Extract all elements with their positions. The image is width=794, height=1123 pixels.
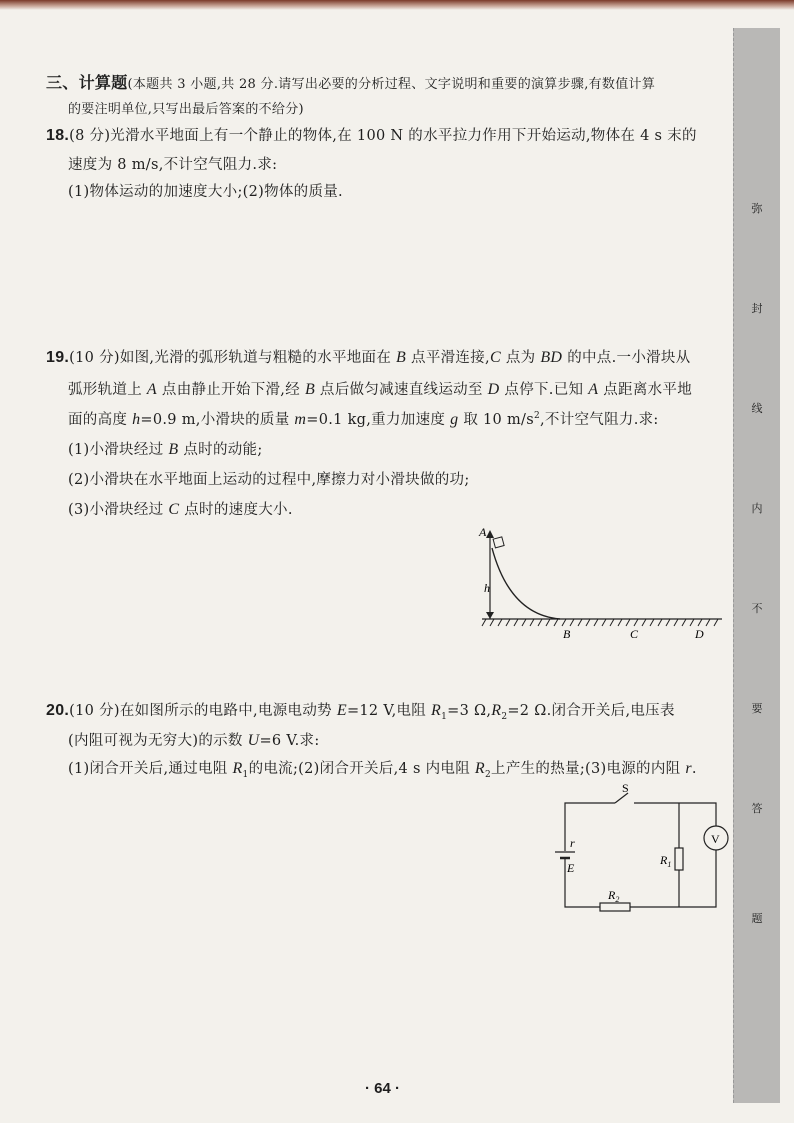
question-number: 19. <box>46 349 70 366</box>
ground-hatch <box>546 619 550 626</box>
strip-char: 答 <box>751 802 763 815</box>
subscript: 1 <box>441 711 448 722</box>
superscript: 2 <box>533 411 540 422</box>
strip-char: 弥 <box>751 202 763 215</box>
text-segment: 点后做匀减速直线运动至 <box>315 382 488 398</box>
label-A: A <box>479 525 487 539</box>
math-variable: R <box>232 760 243 777</box>
section-heading: 三、计算题 <box>46 73 128 92</box>
text-segment: (8 分)光滑水平地面上有一个静止的物体,在 100 N 的水平拉力作用下开始运动,物体在 4 s 末的 <box>69 128 697 144</box>
q19-line-2 <box>68 378 692 399</box>
text-segment: =0.1 kg,重力加速度 <box>306 412 451 428</box>
text-segment: 弧形轨道上 <box>68 382 147 398</box>
question-number: 20. <box>46 702 70 719</box>
math-variable: m <box>294 411 307 428</box>
text-segment: 点由静止开始下滑,经 <box>157 382 305 398</box>
text-segment: 点时的动能; <box>178 442 263 458</box>
math-variable: R <box>431 702 442 719</box>
math-variable: R <box>491 702 502 719</box>
ground-hatch <box>650 619 654 626</box>
label-C: C <box>630 627 639 641</box>
ground-hatch <box>538 619 542 626</box>
math-variable: C <box>168 501 180 518</box>
ground-hatch <box>602 619 606 626</box>
ground-hatch <box>690 619 694 626</box>
q20-line-3 <box>68 757 697 780</box>
track-figure <box>470 520 730 650</box>
q20-line-2 <box>68 729 320 750</box>
q19-line-6 <box>68 498 293 519</box>
text-segment: =3 Ω, <box>447 703 492 719</box>
text-segment: (2)小滑块在水平地面上运动的过程中,摩擦力对小滑块做的功; <box>68 472 470 488</box>
q20-line-1 <box>46 699 675 722</box>
strip-char: 封 <box>751 302 763 315</box>
ground-hatch <box>482 619 486 626</box>
math-variable: A <box>146 381 157 398</box>
text-segment: (1)闭合开关后,通过电阻 <box>68 761 233 777</box>
ground-hatch <box>642 619 646 626</box>
text-segment: 点停下.已知 <box>499 382 589 398</box>
ground-hatch <box>674 619 678 626</box>
q19-line-1 <box>46 346 691 367</box>
text-segment: . <box>691 761 697 777</box>
seal-line-strip <box>733 28 780 1103</box>
scan-top-edge <box>0 0 794 10</box>
math-variable: r <box>685 760 692 777</box>
ground-hatch <box>714 619 718 626</box>
ground-hatch <box>498 619 502 626</box>
q19-line-4 <box>68 438 263 459</box>
q19-line-3 <box>68 408 659 429</box>
ground-hatch <box>626 619 630 626</box>
text-segment: (10 分)在如图所示的电路中,电源电动势 <box>69 703 337 719</box>
ground-hatch <box>634 619 638 626</box>
math-variable: C <box>489 349 501 366</box>
subscript: 2 <box>501 711 508 722</box>
question-number: 18. <box>46 127 70 144</box>
text-segment: (3)小滑块经过 <box>68 502 169 518</box>
text-segment: 取 10 m/s <box>458 412 534 428</box>
text-segment: 的中点.一小滑块从 <box>562 350 691 366</box>
ground-hatch <box>618 619 622 626</box>
math-variable: R <box>474 760 485 777</box>
ground-hatch <box>490 619 494 626</box>
q18-line-3 <box>68 180 343 201</box>
page-number: · 64 · <box>365 1080 401 1097</box>
label-R1: $R_1$ <box>660 853 672 869</box>
text-segment: 的电流;(2)闭合开关后,4 s 内电阻 <box>248 761 475 777</box>
math-variable: D <box>487 381 500 398</box>
text-segment: 上产生的热量;(3)电源的内阻 <box>491 761 686 777</box>
ground-hatch <box>706 619 710 626</box>
strip-char: 线 <box>751 402 763 415</box>
strip-char: 题 <box>751 912 763 925</box>
ground-hatch <box>506 619 510 626</box>
q18-line-1 <box>46 124 697 145</box>
q18-line-2 <box>68 153 277 174</box>
ground-hatch <box>570 619 574 626</box>
text-segment: 点时的速度大小. <box>179 502 293 518</box>
math-variable: BD <box>540 349 563 366</box>
math-variable: U <box>247 732 260 749</box>
label-D: D <box>695 627 704 641</box>
strip-char: 内 <box>751 502 763 515</box>
strip-char: 不 <box>751 602 763 615</box>
subscript: 2 <box>484 769 492 780</box>
text-segment: =0.9 m,小滑块的质量 <box>140 412 295 428</box>
ground-hatch <box>562 619 566 626</box>
text-segment: 速度为 8 m/s,不计空气阻力.求: <box>68 157 278 173</box>
label-r: r <box>570 836 575 850</box>
circuit-figure <box>550 780 730 920</box>
ground-hatch <box>610 619 614 626</box>
ground-hatch <box>594 619 598 626</box>
text-segment: (10 分)如图,光滑的弧形轨道与粗糙的水平地面在 <box>69 350 397 366</box>
strip-char: 要 <box>751 702 763 715</box>
math-variable: B <box>304 381 316 398</box>
text-segment: (1)小滑块经过 <box>68 442 169 458</box>
label-B: B <box>563 627 571 641</box>
voltmeter-label: V <box>711 832 720 846</box>
ground-hatch <box>682 619 686 626</box>
q19-line-5 <box>68 468 470 489</box>
ground-hatch <box>514 619 518 626</box>
ground-hatch <box>666 619 670 626</box>
text-segment: =12 V,电阻 <box>346 703 432 719</box>
ground-hatch <box>698 619 702 626</box>
math-variable: g <box>450 411 459 428</box>
label-h: h <box>484 581 490 595</box>
label-E: E <box>567 861 575 875</box>
text-segment: =6 V.求: <box>259 733 320 749</box>
text-segment: 点为 <box>500 350 541 366</box>
text-segment: 点距离水平地 <box>598 382 693 398</box>
ground-hatch <box>554 619 558 626</box>
subscript: 1 <box>242 769 249 780</box>
ground-hatch <box>530 619 534 626</box>
text-segment: 点平滑连接, <box>406 350 490 366</box>
ground-hatch <box>586 619 590 626</box>
math-variable: B <box>168 441 179 458</box>
ground-hatch <box>658 619 662 626</box>
math-variable: h <box>132 411 141 428</box>
text-segment: ,不计空气阻力.求: <box>540 412 659 428</box>
label-R2: $R_2$ <box>608 888 620 904</box>
section-instructions-cont: 的要注明单位,只写出最后答案的不给分) <box>68 102 304 117</box>
math-variable: B <box>396 349 407 366</box>
text-segment: 面的高度 <box>68 412 133 428</box>
section-instructions: (本题共 3 小题,共 28 分.请写出必要的分析过程、文字说明和重要的演算步骤,有数值计算 <box>127 77 656 92</box>
label-switch: S <box>622 781 629 795</box>
ground-hatch <box>578 619 582 626</box>
text-segment: (内阻可视为无穷大)的示数 <box>68 733 248 749</box>
text-segment: (1)物体运动的加速度大小;(2)物体的质量. <box>68 184 343 200</box>
math-variable: A <box>588 381 599 398</box>
text-segment: =2 Ω.闭合开关后,电压表 <box>507 703 675 719</box>
ground-hatch <box>522 619 526 626</box>
section-header <box>46 70 655 93</box>
math-variable: E <box>336 702 347 719</box>
